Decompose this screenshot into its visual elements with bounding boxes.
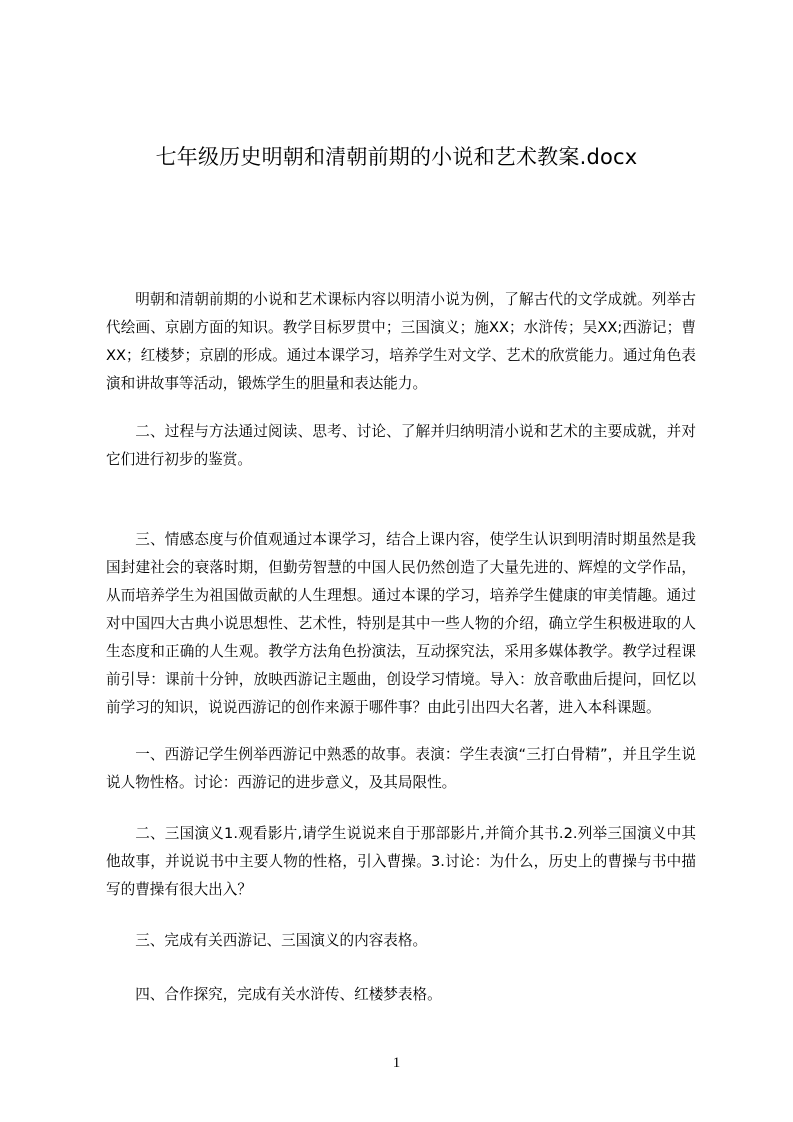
paragraph-three-kingdoms: 二、三国演义1.观看影片,请学生说说来自于那部影片,并简介其书.2.列举三国演义中其他故事，并说说书中主要人物的性格，引入曹操。3.讨论：为什么，历史上的曹操与书中描写的曹操有很大出入？	[106, 825, 696, 898]
paragraph-cooperative-inquiry: 四、合作探究，完成有关水浒传、红楼梦表格。	[135, 986, 442, 1003]
paragraph-emotional-values: 三、情感态度与价值观通过本课学习，结合上课内容，使学生认识到明清时期虽然是我国封建社会的衰落时期，但勤劳智慧的中国人民仍然创造了大量先进的、辉煌的文学作品，从而培养学生为祖国做贡献的人生理想。通过本课的学习，培养学生健康的审美情趣。通过对中国四大古典小说思想性、艺术性，特别是其中一些人物的介绍，确立学生积极进取的人生态度和正确的人生观。教学方法角色扮演法，互动探究法，采用多媒体教学。教学过程课前引导：课前十分钟，放映西游记主题曲，创设学习情境。导入：放音歌曲后提问，回忆以前学习的知识，说说西游记的创作来源于哪件事？由此引出四大名著，进入本科课题。	[106, 531, 696, 716]
document-title: 七年级历史明朝和清朝前期的小说和艺术教案.docx	[155, 145, 638, 169]
page-number: 1	[392, 1055, 401, 1071]
paragraph-journey-west: 一、西游记学生例举西游记中熟悉的故事。表演：学生表演“三打白骨精”，并且学生说说人物性格。讨论：西游记的进步意义，及其局限性。	[106, 746, 696, 791]
paragraph-process-method: 二、过程与方法通过阅读、思考、讨论、了解并归纳明清小说和艺术的主要成就，并对它们进行初步的鉴赏。	[106, 423, 696, 468]
paragraph-content-table: 三、完成有关西游记、三国演义的内容表格。	[135, 932, 428, 949]
paragraph-course-overview: 明朝和清朝前期的小说和艺术课标内容以明清小说为例，了解古代的文学成就。列举古代绘画、京剧方面的知识。教学目标罗贯中；三国演义；施XX；水浒传；吴XX;西游记；曹 XX；红楼梦；京剧的形成。通过本课学习，培养学生对文学、艺术的欣赏能力。通过角色表演和讲故事等活动，锻炼学生的胆量和表达能力。	[106, 291, 711, 392]
